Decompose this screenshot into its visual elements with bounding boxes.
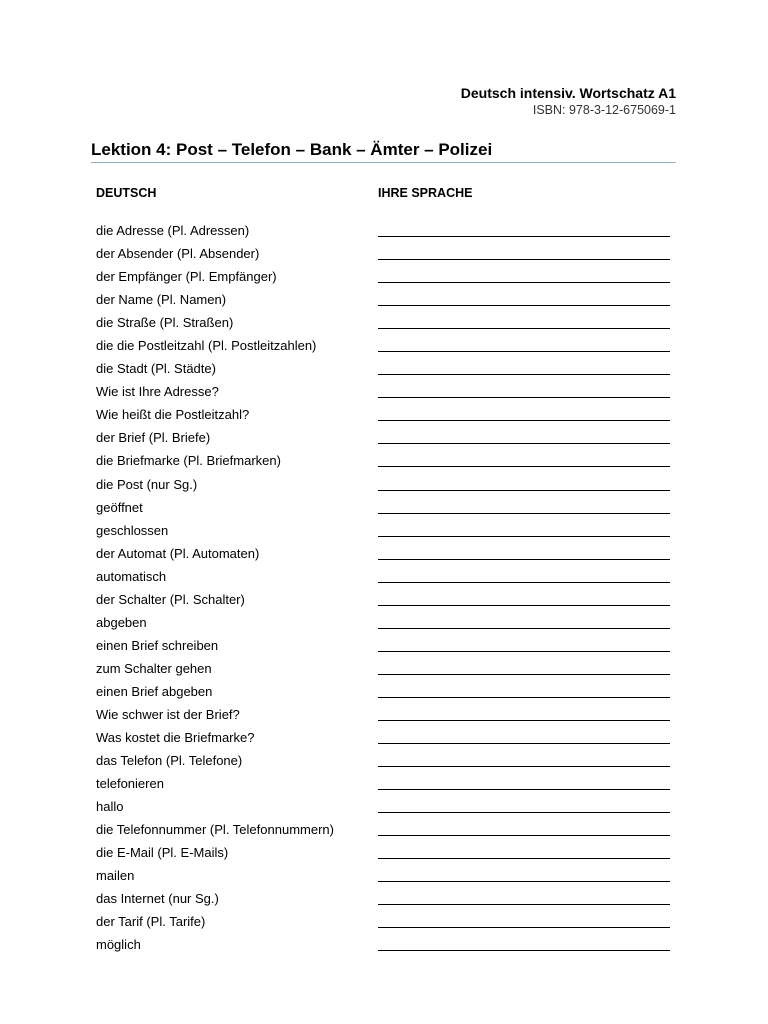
answer-blank-line[interactable] [378, 443, 670, 444]
vocab-row [96, 290, 676, 313]
vocab-row [96, 244, 676, 267]
column-header-own-language: IHRE SPRACHE [378, 186, 473, 200]
vocab-row [96, 682, 676, 705]
vocab-row [96, 866, 676, 889]
answer-blank-line[interactable] [378, 605, 670, 606]
vocab-row [96, 359, 676, 382]
vocab-row [96, 382, 676, 405]
vocab-row [96, 912, 676, 935]
answer-blank-line[interactable] [378, 904, 670, 905]
book-header [461, 85, 676, 118]
answer-blank-line[interactable] [378, 651, 670, 652]
vocab-term: der Empfänger (Pl. Empfänger) [96, 269, 277, 285]
answer-blank-line[interactable] [378, 743, 670, 744]
answer-blank-line[interactable] [378, 490, 670, 491]
answer-blank-line[interactable] [378, 420, 670, 421]
vocab-term: die Stadt (Pl. Städte) [96, 361, 216, 377]
vocab-row [96, 728, 676, 751]
vocab-term: Wie ist Ihre Adresse? [96, 384, 219, 400]
vocab-row [96, 843, 676, 866]
vocab-row [96, 820, 676, 843]
answer-blank-line[interactable] [378, 397, 670, 398]
vocab-row [96, 498, 676, 521]
vocab-term: der Automat (Pl. Automaten) [96, 545, 260, 561]
vocab-term: die Telefonnummer (Pl. Telefonnummern) [96, 822, 334, 838]
vocab-term: der Schalter (Pl. Schalter) [96, 591, 245, 607]
vocab-term: die Briefmarke (Pl. Briefmarken) [96, 453, 281, 469]
vocab-term: der Tarif (Pl. Tarife) [96, 914, 206, 930]
answer-blank-line[interactable] [378, 351, 670, 352]
answer-blank-line[interactable] [378, 927, 670, 928]
vocab-row [96, 774, 676, 797]
answer-blank-line[interactable] [378, 513, 670, 514]
answer-blank-line[interactable] [378, 259, 670, 260]
vocab-row [96, 544, 676, 567]
answer-blank-line[interactable] [378, 628, 670, 629]
vocab-row [96, 567, 676, 590]
vocab-term: Was kostet die Briefmarke? [96, 730, 255, 746]
title-divider [91, 162, 676, 163]
vocabulary-list [96, 221, 676, 959]
vocab-term: zum Schalter gehen [96, 660, 212, 676]
answer-blank-line[interactable] [378, 789, 670, 790]
vocab-term: der Brief (Pl. Briefe) [96, 430, 211, 446]
vocab-row [96, 405, 676, 428]
vocab-term: einen Brief schreiben [96, 637, 219, 653]
answer-blank-line[interactable] [378, 697, 670, 698]
vocab-row [96, 221, 676, 244]
lesson-title: Lektion 4: Post – Telefon – Bank – Ämter – Polizei [91, 140, 493, 159]
vocab-row [96, 313, 676, 336]
answer-blank-line[interactable] [378, 559, 670, 560]
vocab-term: telefonieren [96, 776, 164, 792]
column-header-german: DEUTSCH [96, 186, 157, 200]
vocab-row [96, 451, 676, 474]
vocab-term: mailen [96, 868, 135, 884]
answer-blank-line[interactable] [378, 858, 670, 859]
vocab-term: der Name (Pl. Namen) [96, 292, 227, 308]
vocab-row [96, 889, 676, 912]
answer-blank-line[interactable] [378, 305, 670, 306]
vocab-row [96, 659, 676, 682]
answer-blank-line[interactable] [378, 950, 670, 951]
vocab-term: geschlossen [96, 522, 169, 538]
vocab-row [96, 336, 676, 359]
answer-blank-line[interactable] [378, 374, 670, 375]
vocab-row [96, 613, 676, 636]
vocab-term: Wie schwer ist der Brief? [96, 706, 240, 722]
vocab-term: die die Postleitzahl (Pl. Postleitzahlen) [96, 338, 317, 354]
vocab-term: die Adresse (Pl. Adressen) [96, 223, 250, 238]
answer-blank-line[interactable] [378, 282, 670, 283]
vocab-term: automatisch [96, 568, 167, 584]
answer-blank-line[interactable] [378, 720, 670, 721]
vocab-row [96, 475, 676, 498]
vocab-term: der Absender (Pl. Absender) [96, 246, 260, 262]
answer-blank-line[interactable] [378, 835, 670, 836]
answer-blank-line[interactable] [378, 881, 670, 882]
vocab-term: Wie heißt die Postleitzahl? [96, 407, 250, 423]
vocab-term: die E-Mail (Pl. E-Mails) [96, 845, 229, 861]
vocab-term: die Straße (Pl. Straßen) [96, 315, 234, 331]
vocab-term: geöffnet [96, 499, 143, 515]
answer-blank-line[interactable] [378, 466, 670, 467]
book-isbn: ISBN: 978-3-12-675069-1 [532, 103, 676, 117]
vocab-row [96, 267, 676, 290]
answer-blank-line[interactable] [378, 328, 670, 329]
vocab-term: abgeben [96, 614, 147, 630]
answer-blank-line[interactable] [378, 236, 670, 237]
vocab-term: die Post (nur Sg.) [96, 476, 198, 492]
vocab-row [96, 521, 676, 544]
vocab-row [96, 636, 676, 659]
vocab-term: das Internet (nur Sg.) [96, 891, 219, 907]
vocab-row [96, 751, 676, 774]
answer-blank-line[interactable] [378, 582, 670, 583]
vocab-row [96, 705, 676, 728]
answer-blank-line[interactable] [378, 812, 670, 813]
vocab-row [96, 590, 676, 613]
vocab-term: möglich [96, 937, 141, 953]
vocab-term: hallo [96, 799, 124, 815]
answer-blank-line[interactable] [378, 674, 670, 675]
answer-blank-line[interactable] [378, 766, 670, 767]
book-title: Deutsch intensiv. Wortschatz A1 [460, 85, 676, 101]
vocab-row [96, 935, 676, 958]
vocab-term: einen Brief abgeben [96, 683, 213, 699]
vocab-row [96, 797, 676, 820]
vocab-row [96, 428, 676, 451]
answer-blank-line[interactable] [378, 536, 670, 537]
vocab-term: das Telefon (Pl. Telefone) [96, 753, 243, 769]
